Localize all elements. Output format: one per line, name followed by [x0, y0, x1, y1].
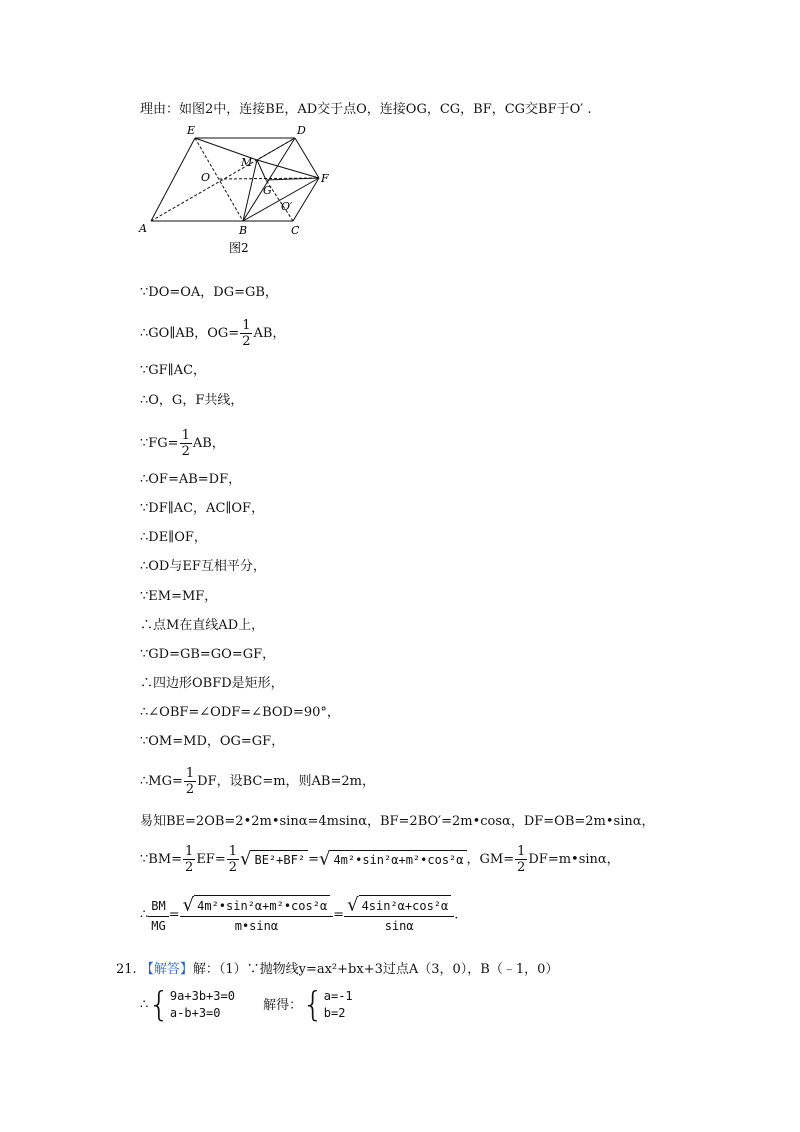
step-8: ∴DE∥OF，	[140, 530, 207, 545]
step-16: ∴MG= $\frac{1}{2}$ DF，设BC=m，则AB=2m，	[140, 766, 375, 797]
step-12: ∵GD=GB=GO=GF，	[140, 647, 276, 662]
label-O: O	[201, 171, 211, 184]
label-D: D	[297, 124, 306, 137]
step-14: ∴∠OBF=∠ODF=∠BOD=90°，	[140, 705, 340, 720]
label-M: M	[241, 156, 253, 169]
bm-line: ∵BM= $\frac{1}{2}$ EF= $\frac{1}{2}$ √ BE²+BF² =√ 4m²•sin²α+m²•cos²α ，GM= $\frac{1}{2}$ DF=m•sinα，	[140, 844, 620, 875]
fraction-half: $\frac{1}{2}$	[181, 428, 190, 459]
step-6: ∴OF=AB=DF，	[140, 472, 242, 487]
label-F: F	[321, 172, 329, 185]
step-1: ∵DO=OA，DG=GB，	[140, 285, 278, 300]
step-9: ∴OD与EF互相平分，	[140, 559, 266, 574]
q21-line: 21. 【解答】解：（1）∵抛物线y=ax²+bx+3过点A（3，0），B（﹣1，0）	[116, 962, 559, 977]
step-10: ∵EM=MF，	[140, 589, 218, 604]
label-G: G	[263, 184, 272, 197]
step-2: ∴GO∥AB，OG= $\frac{1}{2}$ AB，	[140, 318, 286, 349]
step-11: ∴点M在直线AD上，	[140, 618, 265, 633]
segment-DM	[257, 138, 295, 160]
step-13: ∴四边形OBFD是矩形，	[140, 676, 284, 691]
geometry-figure	[135, 122, 335, 262]
easy-line: 易知BE=2OB=2•2m•sinα=4msinα，BF=2BO′=2m•cosα，DF=OB=2m•sinα，	[140, 814, 655, 829]
label-A: A	[139, 222, 147, 235]
segment-MG	[257, 160, 266, 180]
step-15: ∵OM=MD，OG=GF，	[140, 734, 285, 749]
segment-MB	[243, 160, 257, 221]
figure-caption: 图2	[229, 241, 249, 255]
label-B: B	[239, 224, 248, 237]
segment-FC	[293, 178, 319, 221]
radical-2: 4m²•sin²α+m²•cos²α	[330, 850, 466, 869]
radical-1: BE²+BF²	[251, 850, 308, 869]
answer-tag: 【解答】	[140, 962, 193, 977]
label-C: C	[291, 224, 300, 237]
fraction-half: $\frac{1}{2}$	[242, 318, 251, 349]
label-O-prime: O′	[281, 200, 293, 213]
intro-text: 理由：如图2中，连接BE，AD交于点O，连接OG，CG，BF，CG交BF于O′ .	[140, 102, 592, 117]
label-E: E	[187, 124, 196, 137]
ratio-line: ∴ $\frac{BM}{MG}$ = $\frac{\text{√ 4m²•sin²α+m²•cos²α}}{m•\sin\alpha}$ = $\frac{\text{√ 4sin²α+cos²α}}{\sin\alpha}$ .	[140, 894, 459, 933]
fraction-half: $\frac{1}{2}$	[185, 766, 195, 797]
q21-system: ∴{ 9a+3b+3=0 a-b+3=0 解得：{ a=-1 b=2	[140, 985, 353, 1025]
step-4: ∴O，G，F共线，	[140, 393, 244, 408]
step-7: ∵DF∥AC，AC∥OF，	[140, 501, 265, 516]
step-3: ∵GF∥AC，	[140, 363, 207, 378]
step-5: ∵FG= $\frac{1}{2}$ AB，	[140, 428, 225, 459]
